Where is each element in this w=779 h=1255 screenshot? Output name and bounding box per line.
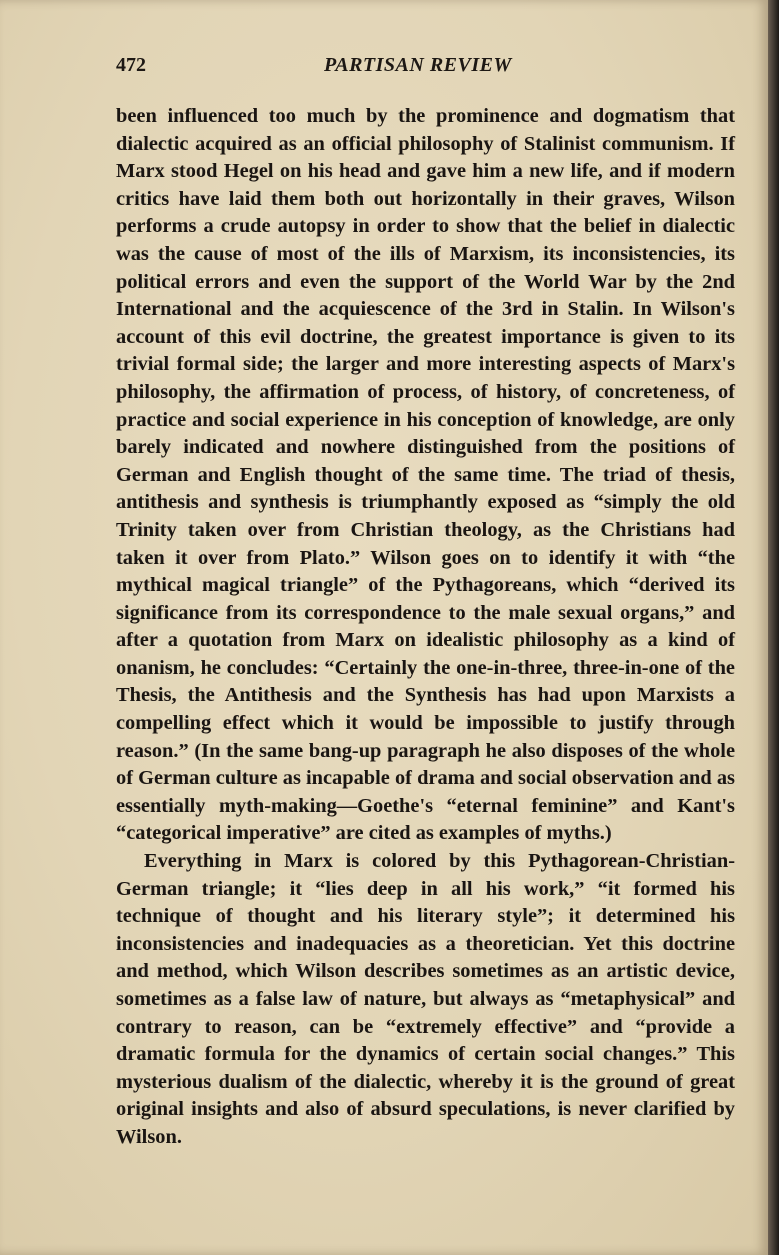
page-number: 472 bbox=[116, 54, 146, 76]
page-header bbox=[116, 54, 736, 84]
paragraph: been influenced too much by the prominence and dogmatism that dialectic acquired as an official philosophy of Stalinist communism. If Marx stood Hegel on his head and gave him a new life, and if modern critics have laid them both out horizontally in their graves, Wilson performs a crude autopsy in order to show that the belief in dialectic was the cause of most of the ills of Marxism, its inconsistencies, its political errors and even the support of the World War by the 2nd International and the acquiescence of the 3rd in Stalin. In Wilson's account of this evil doctrine, the greatest importance is given to its trivial formal side; the larger and more interesting aspects of Marx's philosophy, the affirmation of process, of history, of concreteness, of practice and social experience in his conception of knowledge, are only barely indicated and nowhere distinguished from the positions of German and English thought of the same time. The triad of thesis, antithesis and synthesis is triumphantly exposed as “simply the old Trinity taken over from Christian theology, as the Christians had taken it over from Plato.” Wilson goes on to identify it with “the mythical magical triangle” of the Pythagoreans, which “derived its significance from its correspondence to the male sexual organs,” and after a quotation from Marx on idealistic philosophy as a kind of onanism, he concludes: “Certainly the one-in-three, three-in-one of the Thesis, the Antithesis and the Synthesis has had upon Marxists a compelling effect which it would be impossible to justify through reason.” (In the same bang-up paragraph he also disposes of the whole of German culture as incapable of drama and social observation and as essentially myth-making—Goethe's “eternal feminine” and Kant's “categorical imperative” are cited as examples of myths.) bbox=[116, 105, 735, 845]
paragraph: Everything in Marx is colored by this Pythagorean-Christian-German triangle; it “lies deep in all his work,” “it formed his technique of thought and his literary style”; it determined his inconsistencies and inadequacies as a theoretician. Yet this doctrine and method, which Wilson describes sometimes as an artistic device, sometimes as a false law of nature, but always as “metaphysical” and contrary to reason, can be “extremely effective” and “provide a dramatic formula for the dynamics of certain social changes.” This mysterious dualism of the dialectic, whereby it is the ground of great original insights and also of absurd speculations, is never clarified by Wilson. bbox=[116, 850, 735, 1148]
page-edge-shadow bbox=[768, 0, 779, 1255]
body-text bbox=[116, 103, 735, 1152]
running-head: PARTISAN REVIEW bbox=[324, 54, 512, 76]
